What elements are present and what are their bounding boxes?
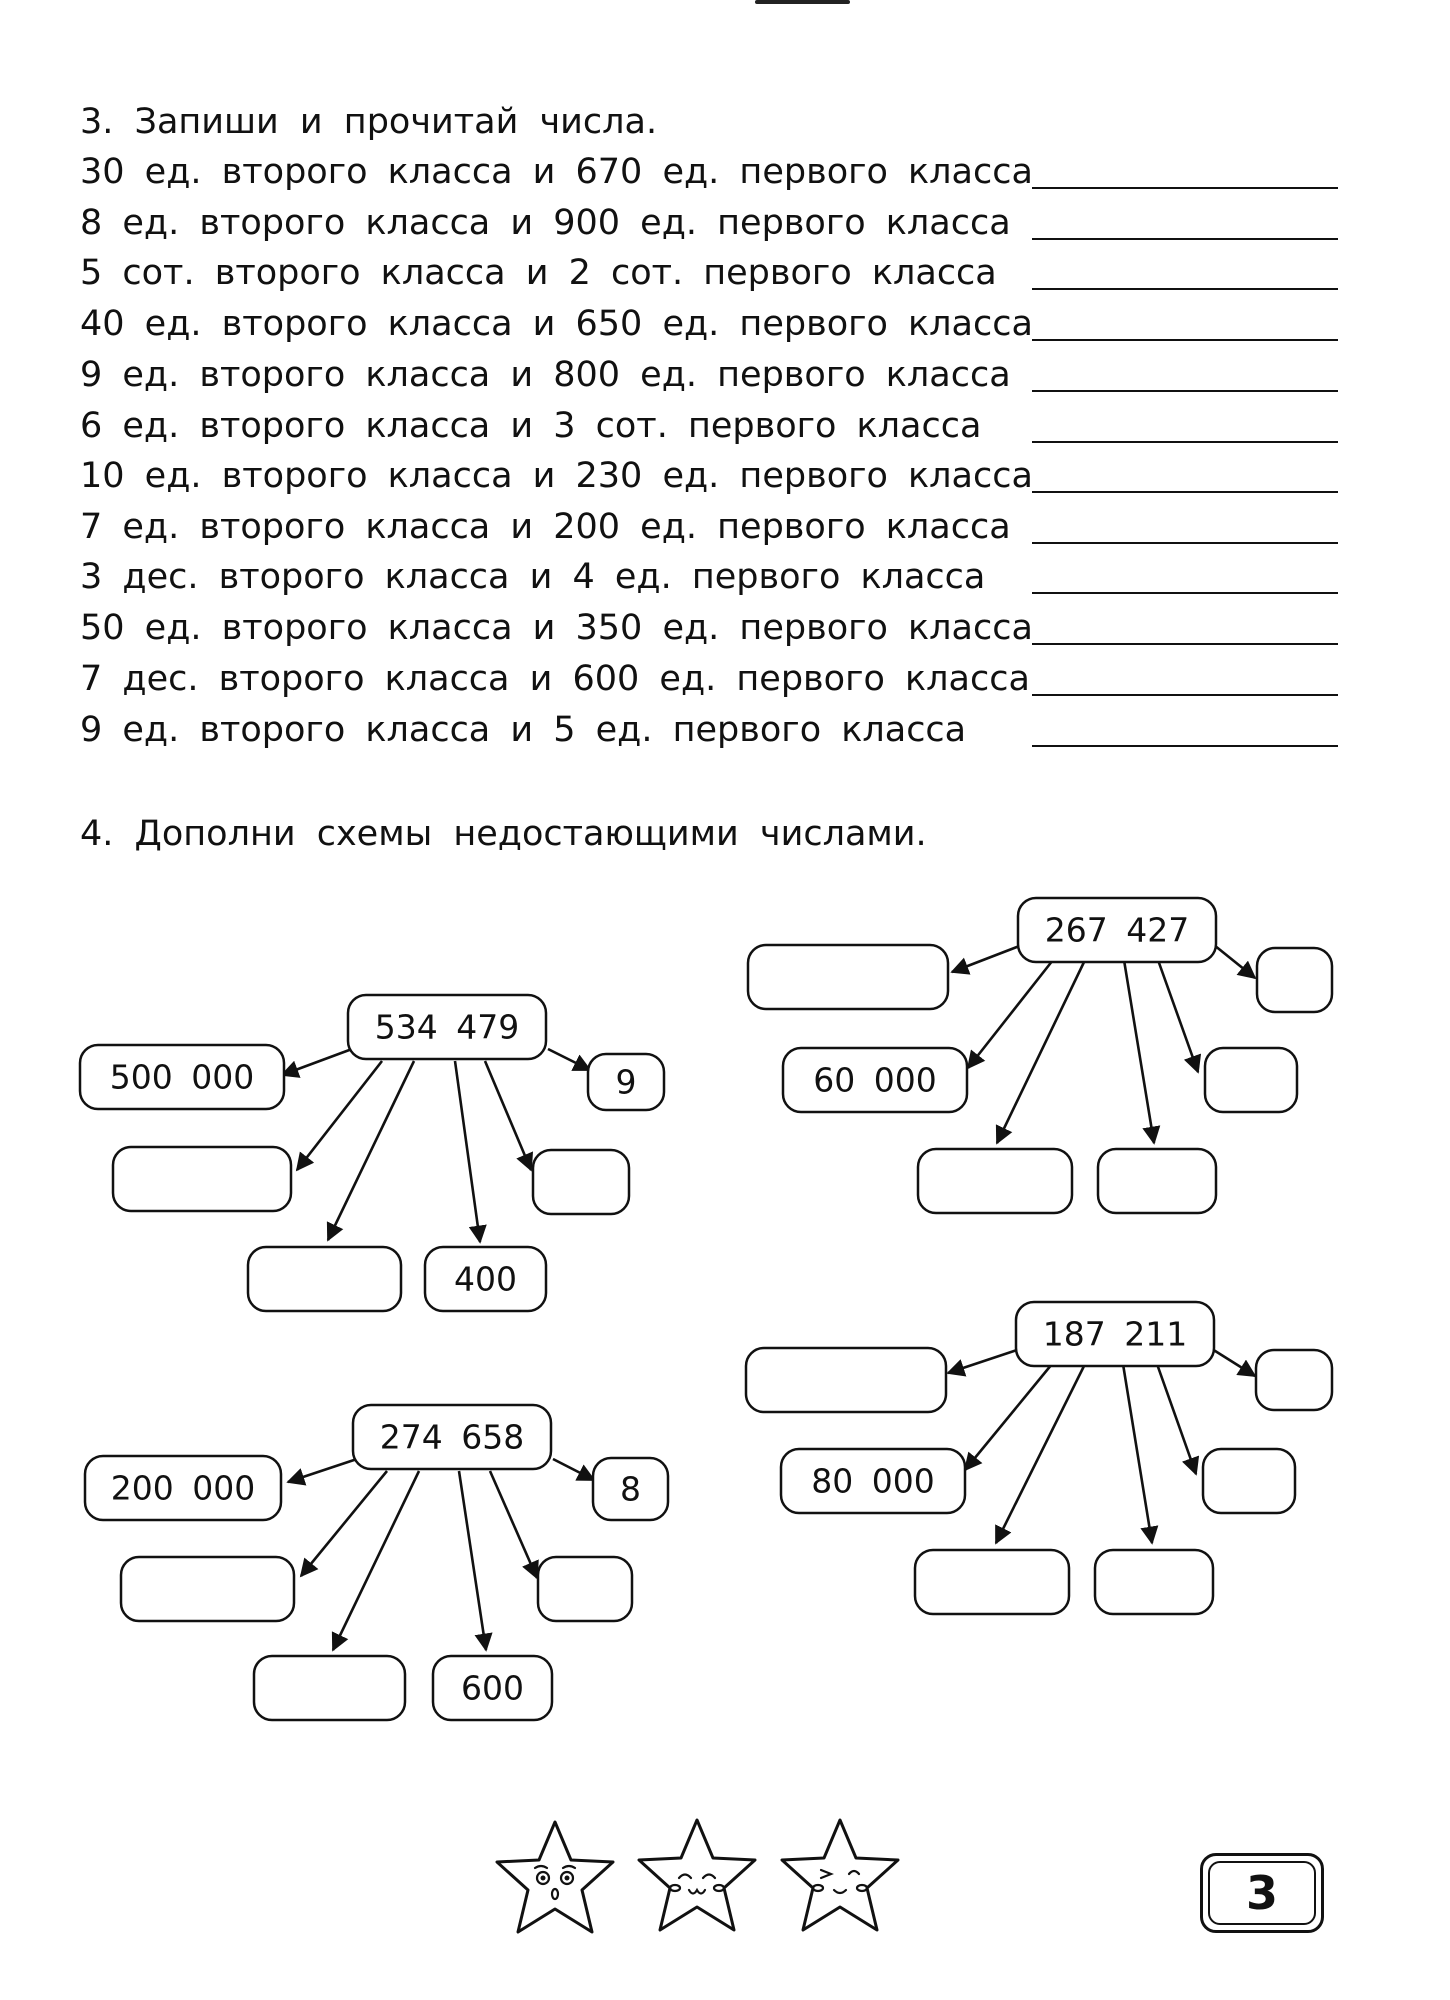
task-line: 9 ед. второго класса и 5 ед. первого класса <box>80 710 967 750</box>
scheme-total: 274 658 <box>379 1417 525 1457</box>
scheme-part-value: 500 000 <box>109 1057 255 1097</box>
scheme-part-value: 600 <box>461 1668 524 1708</box>
scheme-arrow <box>485 1061 531 1170</box>
scheme-blank-box[interactable] <box>1257 948 1332 1012</box>
star-mascot-smiling-icon <box>639 1820 755 1930</box>
task-line: 3 дес. второго класса и 4 ед. первого класса <box>80 557 986 597</box>
task-line: 5 сот. второго класса и 2 сот. первого класса <box>80 253 997 293</box>
scheme-arrow <box>455 1061 480 1242</box>
scheme-arrow <box>1212 1349 1255 1376</box>
scheme-blank-box[interactable] <box>254 1656 405 1720</box>
scheme-part-value: 80 000 <box>811 1461 935 1501</box>
page-number: 3 <box>1208 1861 1316 1925</box>
scheme-blank-box[interactable] <box>1205 1048 1297 1112</box>
scheme-arrow <box>333 1471 419 1650</box>
scheme-arrow <box>997 960 1085 1143</box>
scheme-arrow <box>328 1061 414 1240</box>
scheme <box>80 995 664 1311</box>
task-line: 40 ед. второго класса и 650 ед. первого класса <box>80 304 1033 344</box>
task-4-heading: 4. Дополни схемы недостающими числами. <box>80 814 927 854</box>
star-mascot-winking-icon <box>782 1820 898 1930</box>
scheme <box>748 898 1332 1213</box>
scheme-blank-box[interactable] <box>533 1150 629 1214</box>
scheme-part-value: 60 000 <box>813 1060 937 1100</box>
scheme-arrow <box>1124 960 1154 1143</box>
task-line: 10 ед. второго класса и 230 ед. первого класса <box>80 456 1033 496</box>
task-line: 50 ед. второго класса и 350 ед. первого класса <box>80 608 1033 648</box>
task-3-heading: 3. Запиши и прочитай числа. <box>80 102 658 142</box>
task-line: 9 ед. второго класса и 800 ед. первого класса <box>80 355 1011 395</box>
scheme <box>85 1405 668 1720</box>
scheme-arrow <box>490 1471 537 1578</box>
scheme-arrow <box>952 945 1022 972</box>
scheme-total: 534 479 <box>374 1007 520 1047</box>
scheme-total: 187 211 <box>1042 1314 1188 1354</box>
scheme-blank-box[interactable] <box>113 1147 291 1211</box>
scheme-blank-box[interactable] <box>1098 1149 1216 1213</box>
scheme-blank-box[interactable] <box>538 1557 632 1621</box>
scheme-part-value: 8 <box>620 1469 641 1509</box>
scheme-blank-box[interactable] <box>915 1550 1069 1614</box>
task-line: 6 ед. второго класса и 3 сот. первого класса <box>80 406 982 446</box>
scheme-arrow <box>1214 945 1255 978</box>
scheme-arrow <box>459 1471 486 1650</box>
scheme-blank-box[interactable] <box>1203 1449 1295 1513</box>
scheme-arrow <box>288 1459 357 1482</box>
scheme-blank-box[interactable] <box>1095 1550 1213 1614</box>
scheme-blank-box[interactable] <box>918 1149 1072 1213</box>
scheme-total: 267 427 <box>1044 910 1190 950</box>
scheme-blank-box[interactable] <box>248 1247 401 1311</box>
task-line: 30 ед. второго класса и 670 ед. первого класса <box>80 152 1033 192</box>
scheme-blank-box[interactable] <box>748 945 948 1009</box>
scheme-arrow <box>1158 960 1198 1072</box>
page-number-badge <box>1200 1853 1324 1933</box>
scheme-arrow <box>1123 1364 1152 1543</box>
task-line: 7 дес. второго класса и 600 ед. первого класса <box>80 659 1030 699</box>
task-line: 8 ед. второго класса и 900 ед. первого класса <box>80 203 1011 243</box>
scheme-blank-box[interactable] <box>1256 1350 1332 1410</box>
scheme-arrow <box>553 1459 594 1480</box>
scheme-blank-box[interactable] <box>746 1348 946 1412</box>
star-mascot-surprised-icon <box>497 1822 613 1932</box>
scheme-arrow <box>948 1349 1020 1373</box>
scheme-blank-box[interactable] <box>121 1557 294 1621</box>
scheme-arrow <box>301 1471 387 1576</box>
scheme-arrow <box>548 1049 590 1070</box>
scheme-arrow <box>996 1364 1085 1543</box>
scheme-part-value: 400 <box>454 1259 517 1299</box>
task-line: 7 ед. второго класса и 200 ед. первого класса <box>80 507 1011 547</box>
scheme-arrow <box>282 1049 352 1075</box>
scheme-arrow <box>1157 1364 1196 1474</box>
scheme <box>746 1302 1332 1614</box>
scheme-part-value: 200 000 <box>110 1468 256 1508</box>
scheme-part-value: 9 <box>615 1062 637 1102</box>
